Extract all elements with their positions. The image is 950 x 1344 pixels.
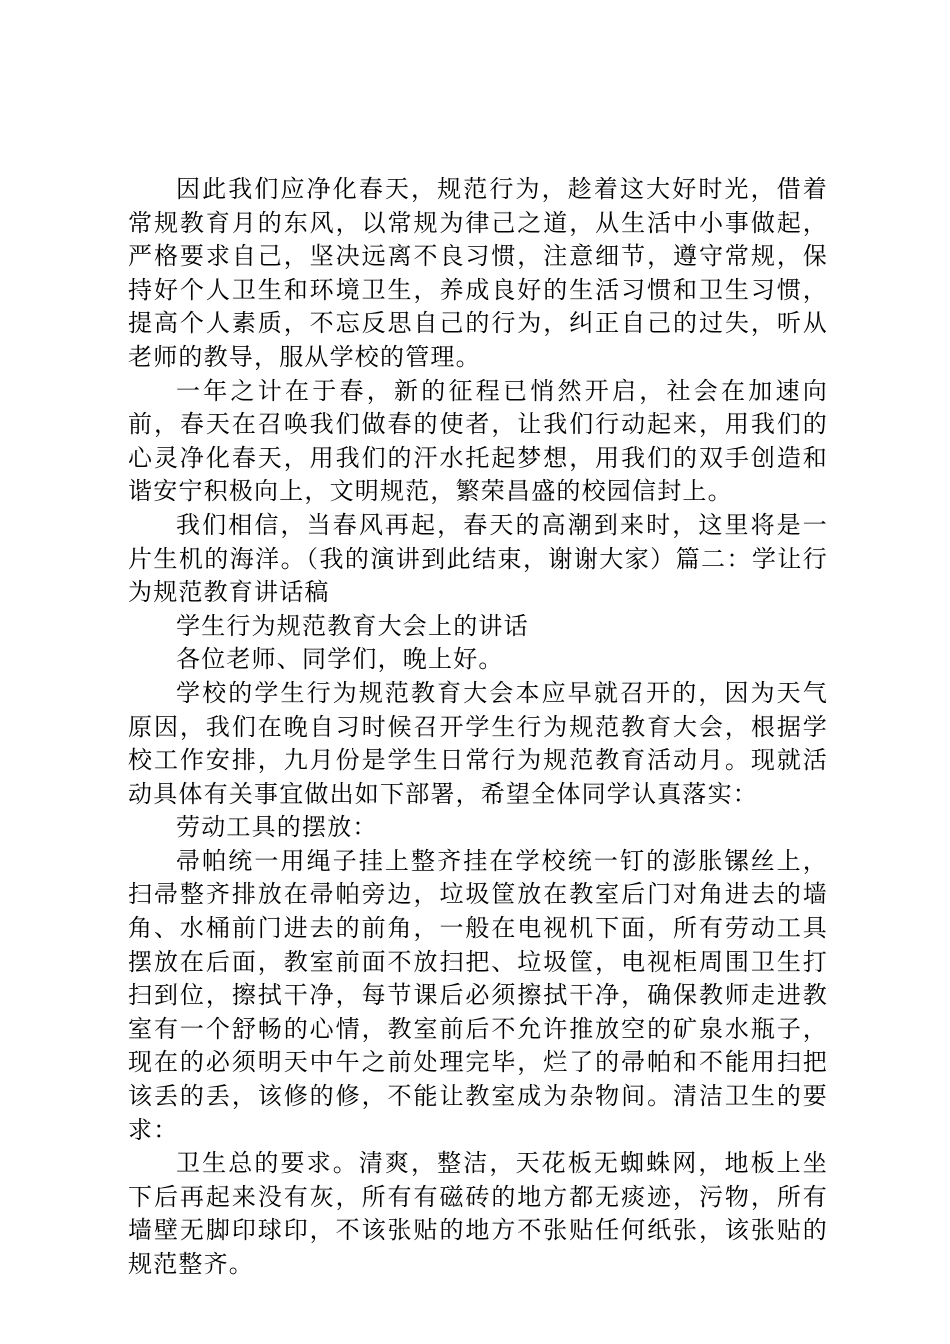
paragraph: 我们相信，当春风再起，春天的高潮到来时，这里将是一片生机的海洋。（我的演讲到此结束，谢谢大家）篇二：学让行为规范教育讲话稿 [128,510,828,607]
paragraph: 帚帕统一用绳子挂上整齐挂在学校统一钉的澎胀镙丝上，扫帚整齐排放在帚帕旁边，垃圾筐放在教室后门对角进去的墙角、水桶前门进去的前角，一般在电视机下面，所有劳动工具摆放在后面，教室前面不放扫把、垃圾筐，电视柜周围卫生打扫到位，擦拭干净，每节课后必须擦拭干净，确保教师走进教室有一个舒畅的心情，教室前后不允许推放空的矿泉水瓶子，现在的必须明天中午之前处理完毕，烂了的帚帕和不能用扫把该丢的丢，该修的修，不能让教室成为杂物间。清洁卫生的要求： [128,846,828,1144]
paragraph: 一年之计在于春，新的征程已悄然开启，社会在加速向前，春天在召唤我们做春的使者，让我们行动起来，用我们的心灵净化春天，用我们的汗水托起梦想，用我们的双手创造和谐安宁积极向上，文明规范，繁荣昌盛的校园信封上。 [128,376,828,506]
salutation: 各位老师、同学们，晚上好。 [176,645,504,674]
subheading: 劳动工具的摆放： [176,813,378,842]
paragraph: 学校的学生行为规范教育大会本应早就召开的，因为天气原因，我们在晚自习时候召开学生行为规范教育大会，根据学校工作安排，九月份是学生日常行为规范教育活动月。现就活动具体有关事宜做出如下部署，希望全体同学认真落实： [128,678,828,808]
section-heading: 学生行为规范教育大会上的讲话 [176,611,529,640]
document-body [128,173,828,1282]
paragraph: 卫生总的要求。清爽，整洁，天花板无蜘蛛网，地板上坐下后再起来没有灰，所有有磁砖的地方都无痰迹，污物，所有墙壁无脚印球印，不该张贴的地方不张贴任何纸张，该张贴的规范整齐。 [128,1149,828,1278]
paragraph: 因此我们应净化春天，规范行为，趁着这大好时光，借着常规教育月的东风，以常规为律己之道，从生活中小事做起，严格要求自己，坚决远离不良习惯，注意细节，遵守常规，保持好个人卫生和环境卫生，养成良好的生活习惯和卫生习惯，提高个人素质，不忘反思自己的行为，纠正自己的过失，听从老师的教导，服从学校的管理。 [128,175,828,371]
